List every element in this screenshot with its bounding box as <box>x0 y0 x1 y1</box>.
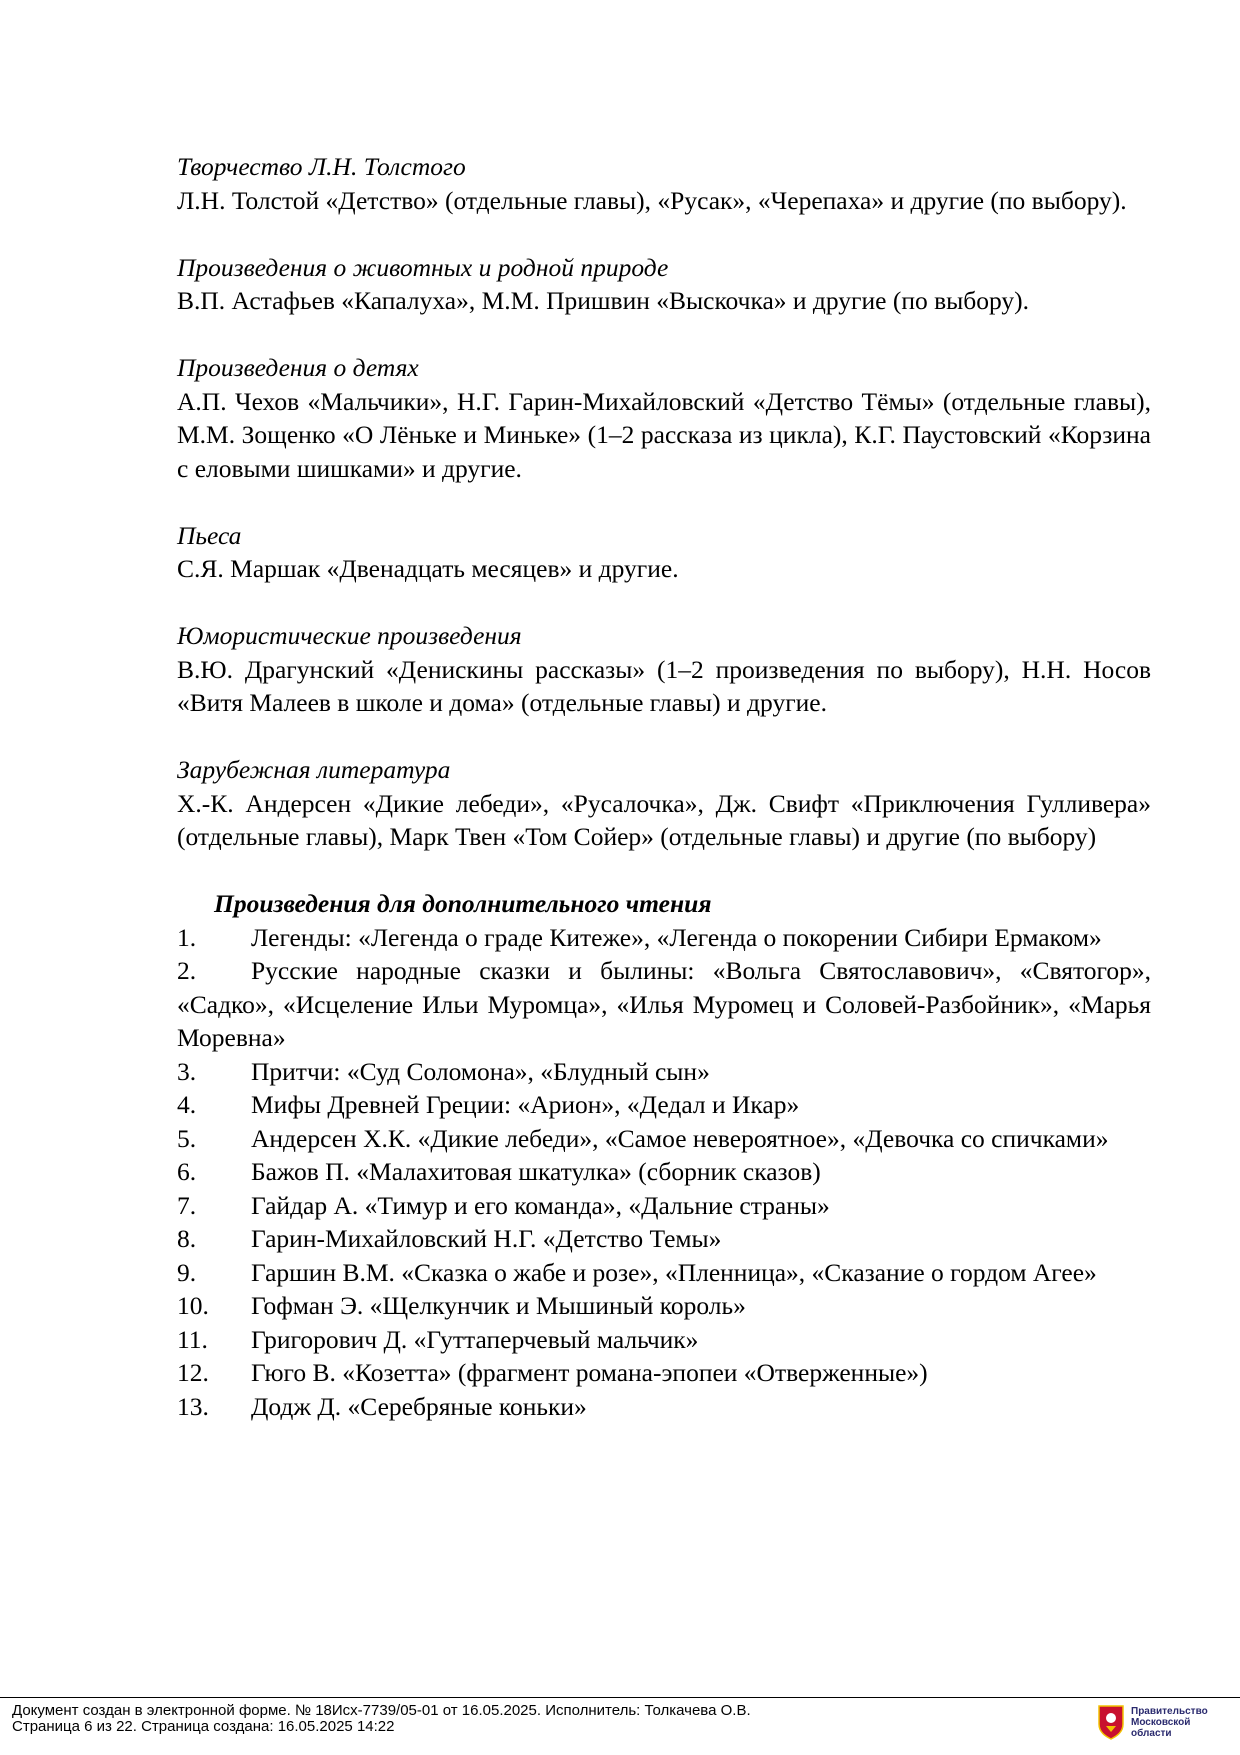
extra-reading-list <box>177 921 1151 1424</box>
list-item-text: Русские народные сказки и былины: «Вольга Святославович», «Святогор», «Садко», «Исцеление Ильи Муромца», «Илья Муромец и Соловей-Разбойник», «Марья Моревна» <box>177 956 1151 1052</box>
government-name-line1: Правительство <box>1131 1705 1208 1717</box>
section-text: Л.Н. Толстой «Детство» (отдельные главы), «Русак», «Черепаха» и другие (по выбору). <box>177 185 1127 215</box>
list-item-text: Гофман Э. «Щелкунчик и Мышиный король» <box>251 1291 746 1320</box>
section-title: Пьеса <box>177 520 242 550</box>
list-item <box>177 921 1151 955</box>
list-item <box>177 1256 1151 1290</box>
section-text: С.Я. Маршак «Двенадцать месяцев» и другие. <box>177 554 679 583</box>
section-title: Произведения о детях <box>177 353 419 382</box>
list-item-number: 6. <box>177 1157 197 1186</box>
list-item <box>177 1189 1151 1223</box>
list-item-number: 1. <box>177 922 197 952</box>
section-title: Юмористические произведения <box>177 621 522 650</box>
section-foreign-literature <box>177 753 1151 854</box>
list-item <box>177 1055 1151 1089</box>
list-item-number: 7. <box>177 1190 197 1220</box>
list-item-number: 3. <box>177 1056 197 1086</box>
section-text: В.Ю. Драгунский «Денискины рассказы» (1–2 произведения по выбору), Н.Н. Носов «Витя Малеев в школе и дома» (отдельные главы) и другие. <box>177 654 1151 717</box>
list-item-number: 2. <box>177 956 197 985</box>
list-item <box>177 1122 1151 1156</box>
section-tolstoy <box>177 150 1151 217</box>
footer-info <box>12 1703 751 1735</box>
list-item-text: Мифы Древней Греции: «Арион», «Дедал и Икар» <box>251 1090 800 1119</box>
list-item <box>177 1222 1151 1256</box>
list-item-number: 5. <box>177 1123 197 1153</box>
section-title: Произведения о животных и родной природе <box>177 252 669 282</box>
section-title: Творчество Л.Н. Толстого <box>177 152 466 181</box>
list-item <box>177 1390 1151 1424</box>
extra-reading-heading: Произведения для дополнительного чтения <box>214 889 712 918</box>
list-item-text: Притчи: «Суд Соломона», «Блудный сын» <box>251 1056 710 1086</box>
coat-of-arms-icon <box>1097 1704 1125 1740</box>
footer-divider <box>0 1697 1240 1698</box>
list-item-number: 13. <box>177 1391 209 1421</box>
list-item-number: 9. <box>177 1257 197 1287</box>
list-item-text: Григорович Д. «Гуттаперчевый мальчик» <box>251 1324 699 1354</box>
list-item-text: Легенды: «Легенда о граде Китеже», «Легенда о покорении Сибири Ермаком» <box>251 922 1102 952</box>
list-item-text: Бажов П. «Малахитовая шкатулка» (сборник сказов) <box>251 1157 821 1186</box>
government-name-line2: Московской области <box>1131 1716 1191 1739</box>
section-text: А.П. Чехов «Мальчики», Н.Г. Гарин-Михайловский «Детство Тёмы» (отдельные главы), М.М. Зощенко «О Лёньке и Миньке» (1–2 рассказа из цикла), К.Г. Паустовский «Корзина с еловыми шишками» и другие. <box>177 386 1151 483</box>
list-item <box>177 1289 1151 1323</box>
list-item-text: Гарин-Михайловский Н.Г. «Детство Темы» <box>251 1224 722 1253</box>
section-text: Х.-К. Андерсен «Дикие лебеди», «Русалочка», Дж. Свифт «Приключения Гулливера» (отдельные главы), Марк Твен «Том Сойер» (отдельные главы) и другие (по выбору) <box>177 788 1151 851</box>
section-play <box>177 519 1151 586</box>
list-item-text: Андерсен Х.К. «Дикие лебеди», «Самое невероятное», «Девочка со спичками» <box>251 1123 1109 1153</box>
section-children <box>177 351 1151 485</box>
list-item-text: Гюго В. «Козетта» (фрагмент романа-эпопеи «Отверженные») <box>251 1358 928 1387</box>
extra-reading <box>177 887 1151 1423</box>
footer-page-line: Страница 6 из 22. Страница создана: 16.05.2025 14:22 <box>12 1718 395 1735</box>
government-name <box>1131 1706 1231 1739</box>
footer-document-line: Документ создан в электронной форме. № 18Исх-7739/05-01 от 16.05.2025. Исполнитель: Толкачева О.В. <box>12 1702 751 1719</box>
list-item <box>177 1088 1151 1122</box>
list-item-number: 8. <box>177 1224 197 1253</box>
list-item-text: Гайдар А. «Тимур и его команда», «Дальние страны» <box>251 1190 830 1220</box>
list-item <box>177 1323 1151 1357</box>
list-item-number: 10. <box>177 1291 209 1320</box>
list-item <box>177 954 1151 1055</box>
list-item <box>177 1155 1151 1189</box>
list-item-text: Додж Д. «Серебряные коньки» <box>251 1391 587 1421</box>
list-item-number: 11. <box>177 1324 208 1354</box>
section-text: В.П. Астафьев «Капалуха», М.М. Пришвин «Выскочка» и другие (по выбору). <box>177 286 1030 315</box>
list-item-text: Гаршин В.М. «Сказка о жабе и розе», «Пленница», «Сказание о гордом Агее» <box>251 1257 1097 1287</box>
list-item-number: 4. <box>177 1090 197 1119</box>
section-humor <box>177 619 1151 720</box>
section-title: Зарубежная литература <box>177 755 451 784</box>
government-logo <box>1097 1702 1232 1742</box>
page-content <box>177 150 1151 1423</box>
section-animals-nature <box>177 251 1151 318</box>
list-item <box>177 1356 1151 1390</box>
list-item-number: 12. <box>177 1358 209 1387</box>
